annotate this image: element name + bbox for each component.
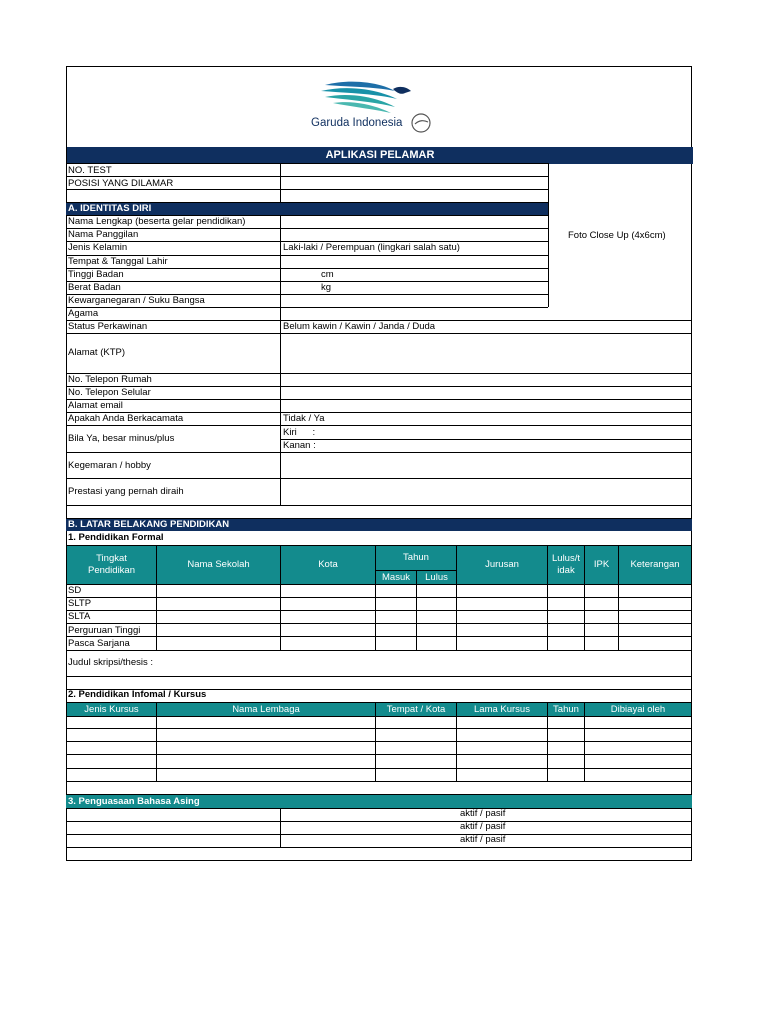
hobby-label: Kegemaran / hobby — [68, 460, 151, 471]
thesis-label: Judul skripsi/thesis : — [68, 657, 154, 668]
status-perkawinan-value[interactable]: Belum kawin / Kawin / Janda / Duda — [283, 321, 436, 332]
grid-hline — [66, 768, 692, 769]
grid-hline — [66, 386, 692, 387]
hdr-tingkat-text: Tingkat Pendidikan — [87, 553, 135, 576]
no-test-label: NO. TEST — [68, 165, 112, 176]
grid-hline — [66, 636, 692, 637]
agama-label: Agama — [68, 308, 99, 319]
grid-hline — [66, 728, 692, 729]
grid-hline — [66, 373, 692, 374]
grid-vline — [156, 584, 157, 650]
grid-hline — [66, 478, 692, 479]
hdr-ipk-text: IPK — [593, 559, 610, 570]
grid-hline — [66, 847, 692, 848]
grid-vline — [375, 584, 376, 650]
brand-name: Garuda Indonesia — [311, 117, 403, 129]
level-slta: SLTA — [68, 611, 91, 622]
grid-vline — [456, 716, 457, 781]
hdr-tingkat — [66, 545, 157, 585]
hdr-tahun-text: Tahun — [403, 552, 429, 563]
kewarganegaraan-label: Kewarganegaran / Suku Bangsa — [68, 295, 205, 306]
minus-plus-label: Bila Ya, besar minus/plus — [68, 433, 175, 444]
hdr-lama-kursus-text: Lama Kursus — [474, 703, 530, 715]
informal-title: 2. Pendidikan Infomal / Kursus — [68, 689, 207, 700]
grid-hline — [66, 781, 692, 782]
section-a-heading-text: A. IDENTITAS DIRI — [68, 203, 152, 214]
telepon-rumah-label: No. Telepon Rumah — [68, 374, 152, 385]
nama-panggilan-label: Nama Panggilan — [68, 229, 139, 240]
language-level-1[interactable]: aktif / pasif — [460, 808, 506, 819]
jenis-kelamin-value[interactable]: Laki-laki / Perempuan (lingkari salah satu) — [283, 242, 460, 253]
level-sltp: SLTP — [68, 598, 92, 609]
hdr-sekolah — [156, 545, 281, 585]
prestasi-label: Prestasi yang pernah diraih — [68, 486, 184, 497]
grid-hline — [66, 650, 692, 651]
berat-badan-unit: kg — [321, 282, 332, 293]
berkacamata-label: Apakah Anda Berkacamata — [68, 413, 184, 424]
hdr-kota-text: Kota — [318, 559, 338, 570]
grid-hline — [66, 281, 548, 282]
hdr-sekolah-text: Nama Sekolah — [187, 559, 250, 570]
language-heading-text: 3. Penguasaan Bahasa Asing — [68, 796, 200, 807]
grid-hline — [66, 452, 692, 453]
grid-hline — [66, 425, 692, 426]
jenis-kelamin-label: Jenis Kelamin — [68, 242, 128, 253]
telepon-selular-label: No. Telepon Selular — [68, 387, 151, 398]
grid-hline — [66, 610, 692, 611]
grid-vline — [156, 716, 157, 781]
grid-vline — [584, 716, 585, 781]
grid-hline — [66, 821, 692, 822]
hdr-tahun — [375, 545, 457, 571]
level-pt: Perguruan Tinggi — [68, 625, 141, 636]
grid-vline — [280, 307, 281, 505]
form-title-text: APLIKASI PELAMAR — [325, 149, 435, 161]
grid-vline — [547, 584, 548, 650]
grid-hline — [280, 439, 692, 440]
language-level-2[interactable]: aktif / pasif — [460, 821, 506, 832]
grid-vline — [280, 163, 281, 202]
kiri-label: Kiri : — [283, 427, 316, 438]
nama-lengkap-label: Nama Lengkap (beserta gelar pendidikan) — [68, 216, 246, 227]
posisi-label: POSISI YANG DILAMAR — [68, 178, 174, 189]
hdr-dibiayai — [584, 702, 692, 717]
grid-hline — [66, 307, 548, 308]
grid-hline — [66, 741, 692, 742]
hdr-keterangan-text: Keterangan — [630, 559, 680, 570]
hdr-dibiayai-text: Dibiayai oleh — [610, 703, 666, 715]
grid-vline — [547, 716, 548, 781]
grid-vline — [280, 215, 281, 307]
tempat-tanggal-lahir-label: Tempat & Tanggal Lahir — [68, 256, 168, 267]
section-a-heading — [66, 203, 548, 215]
grid-hline — [66, 163, 548, 164]
grid-hline — [66, 228, 548, 229]
grid-hline — [66, 597, 692, 598]
hdr-keterangan — [618, 545, 692, 585]
hdr-tahun-kursus-text: Tahun — [553, 703, 579, 715]
tinggi-badan-label: Tinggi Badan — [68, 269, 124, 280]
status-perkawinan-label: Status Perkawinan — [68, 321, 148, 332]
alamat-email-label: Alamat email — [68, 400, 123, 411]
grid-hline — [66, 623, 692, 624]
grid-vline — [618, 584, 619, 650]
hdr-nama-lembaga-text: Nama Lembaga — [232, 703, 300, 715]
grid-hline — [66, 754, 692, 755]
hdr-jurusan-text: Jurusan — [485, 559, 519, 570]
hdr-kota — [280, 545, 376, 585]
grid-hline — [66, 333, 692, 334]
kanan-label: Kanan : — [283, 440, 316, 451]
level-sd: SD — [68, 585, 82, 596]
section-b-heading-text: B. LATAR BELAKANG PENDIDIKAN — [68, 519, 230, 530]
hdr-jenis-kursus — [66, 702, 157, 717]
hdr-tempat-kota-text: Tempat / Kota — [386, 703, 446, 715]
berat-badan-label: Berat Badan — [68, 282, 121, 293]
grid-hline — [66, 399, 692, 400]
grid-hline — [66, 834, 692, 835]
formal-title: 1. Pendidikan Formal — [68, 532, 164, 543]
grid-vline — [548, 163, 549, 307]
grid-hline — [66, 176, 548, 177]
grid-vline — [456, 584, 457, 650]
hdr-lulus — [416, 570, 457, 585]
language-heading — [66, 795, 692, 808]
grid-hline — [66, 808, 692, 809]
hdr-masuk — [375, 570, 417, 585]
hdr-lama-kursus — [456, 702, 548, 717]
hdr-tempat-kota — [375, 702, 457, 717]
form-title — [67, 147, 693, 164]
hdr-lulus-text: Lulus — [425, 571, 448, 583]
skyteam-badge-icon — [409, 111, 433, 135]
hdr-lulus-tidak-text: Lulus/t idak — [552, 553, 580, 576]
berkacamata-value[interactable]: Tidak / Ya — [283, 413, 325, 424]
hdr-ipk — [584, 545, 619, 585]
alamat-ktp-label: Alamat (KTP) — [68, 347, 126, 358]
grid-vline — [375, 716, 376, 781]
hdr-jurusan — [456, 545, 548, 585]
level-pasca: Pasca Sarjana — [68, 638, 130, 649]
grid-vline — [280, 584, 281, 650]
section-b-heading — [66, 519, 692, 531]
grid-vline — [416, 584, 417, 650]
grid-vline — [584, 584, 585, 650]
language-level-3[interactable]: aktif / pasif — [460, 834, 506, 845]
tinggi-badan-unit: cm — [321, 269, 334, 280]
grid-vline — [280, 808, 281, 847]
hdr-jenis-kursus-text: Jenis Kursus — [84, 703, 139, 715]
hdr-tahun-kursus — [547, 702, 585, 717]
grid-hline — [66, 268, 548, 269]
grid-hline — [66, 676, 692, 677]
hdr-lulus-tidak — [547, 545, 585, 585]
photo-placeholder-label: Foto Close Up (4x6cm) — [568, 230, 666, 241]
grid-hline — [66, 505, 692, 506]
hdr-masuk-text: Masuk — [382, 571, 410, 583]
logo-area — [67, 67, 693, 147]
hdr-nama-lembaga — [156, 702, 376, 717]
